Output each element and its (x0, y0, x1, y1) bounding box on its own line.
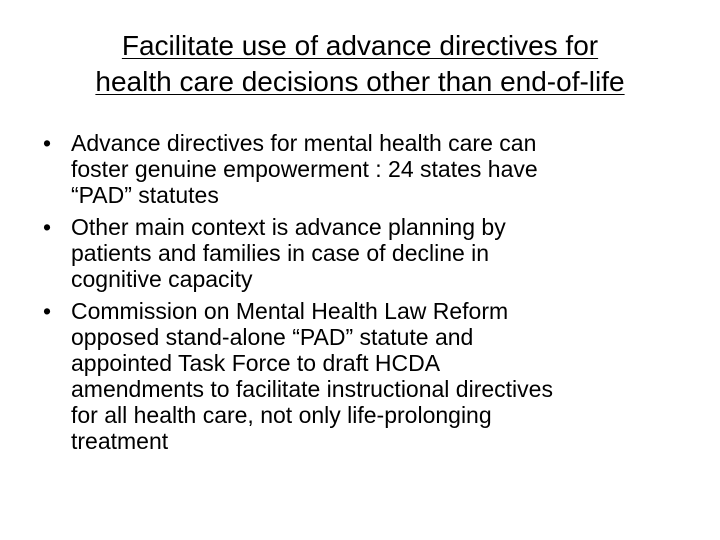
bullet-line: foster genuine empowerment : 24 states have (71, 156, 538, 182)
bullet-line: for all health care, not only life-prolonging (71, 402, 492, 428)
slide-title-line-2: health care decisions other than end-of-life (95, 66, 625, 97)
bullet-line: patients and families in case of decline in (71, 240, 490, 266)
bullet-line: Commission on Mental Health Law Reform (71, 298, 509, 324)
bullet-item-2 (40, 214, 690, 292)
bullet-list (40, 130, 690, 460)
bullet-line: opposed stand-alone “PAD” statute and (71, 324, 474, 350)
bullet-item-1 (40, 130, 690, 208)
bullet-item-3 (40, 298, 690, 454)
bullet-icon: • (43, 298, 52, 324)
slide-title-line-1: Facilitate use of advance directives for (121, 30, 599, 61)
bullet-line: amendments to facilitate instructional directives (71, 376, 553, 402)
bullet-line: cognitive capacity (71, 266, 253, 292)
bullet-line: treatment (71, 428, 169, 454)
bullet-line: Other main context is advance planning by (71, 214, 506, 240)
bullet-line: appointed Task Force to draft HCDA (71, 350, 441, 376)
bullet-icon: • (43, 130, 52, 156)
bullet-line: “PAD” statutes (71, 182, 219, 208)
bullet-line: Advance directives for mental health care can (71, 130, 537, 156)
slide-title (20, 28, 700, 100)
bullet-icon: • (43, 214, 52, 240)
